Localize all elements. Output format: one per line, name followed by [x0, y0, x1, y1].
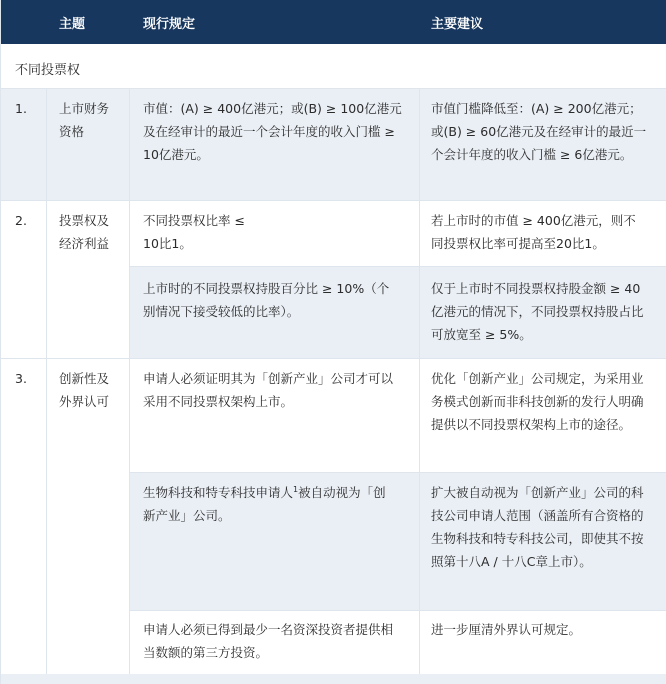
- main-proposal: 进一步厘清外界认可规定。: [431, 622, 582, 637]
- main-proposal: 扩大被自动视为「创新产业」公司的科技公司申请人范围（涵盖所有合资格的生物科技和特专科技公司，即使其不按照第十八A / 十八C章上市）。: [431, 485, 644, 569]
- current-rule: 不同投票权比率 ≤ 10比1。: [143, 213, 245, 251]
- row-topic: 上市财务资格: [59, 101, 110, 139]
- divider: [1, 200, 666, 201]
- main-proposal: 若上市时的市值 ≥ 400亿港元，则不同投票权比率可提高至20比1。: [431, 213, 636, 251]
- divider: [129, 266, 666, 267]
- section-title-row: [1, 44, 666, 88]
- current-rule-text: 被自动视为「创新产业」公司。: [143, 485, 386, 523]
- section-title: 不同投票权: [15, 63, 81, 78]
- row-topic: 投票权及经济利益: [59, 213, 110, 251]
- row-topic: 创新性及外界认可: [59, 371, 110, 409]
- current-rule: 申请人必须已得到最少一名资深投资者提供相当数额的第三方投资。: [143, 622, 394, 660]
- main-proposal: 仅于上市时不同投票权持股金额 ≥ 40亿港元的情况下，不同投票权持股占比可放宽至 ≥ 5%。: [431, 281, 644, 342]
- column-divider: [46, 88, 47, 674]
- column-divider: [129, 88, 130, 674]
- divider: [129, 610, 666, 611]
- row-number: 2.: [15, 213, 27, 228]
- row-number: 3.: [15, 371, 27, 386]
- divider: [1, 88, 666, 89]
- header-current-rules: 现行规定: [143, 17, 196, 32]
- divider: [1, 358, 666, 359]
- table-bottom-border: [1, 674, 666, 684]
- footnote-marker: 1: [293, 485, 299, 494]
- current-rule: 市值：(A) ≥ 400亿港元；或(B) ≥ 100亿港元及在经审计的最近一个会计年度的收入门槛 ≥ 10亿港元。: [143, 101, 402, 162]
- current-rule: 申请人必须证明其为「创新产业」公司才可以采用不同投票权架构上市。: [143, 371, 394, 409]
- table-header: [1, 0, 666, 44]
- column-divider: [419, 88, 420, 674]
- divider: [129, 472, 666, 473]
- header-topic: 主题: [59, 17, 86, 32]
- current-rule: [143, 481, 393, 527]
- current-rule: 上市时的不同投票权持股百分比 ≥ 10%（个别情况下接受较低的比率）。: [143, 281, 390, 319]
- main-proposal: 市值门槛降低至：(A) ≥ 200亿港元；或(B) ≥ 60亿港元及在经审计的最近一个会计年度的收入门槛 ≥ 6亿港元。: [431, 101, 647, 162]
- main-proposal: 优化「创新产业」公司规定，为采用业务模式创新而非科技创新的发行人明确提供以不同投票权架构上市的途径。: [431, 371, 644, 432]
- current-rule-text: 生物科技和特专科技申请人: [143, 485, 294, 500]
- row-number: 1.: [15, 101, 27, 116]
- header-main-proposals: 主要建议: [431, 17, 484, 32]
